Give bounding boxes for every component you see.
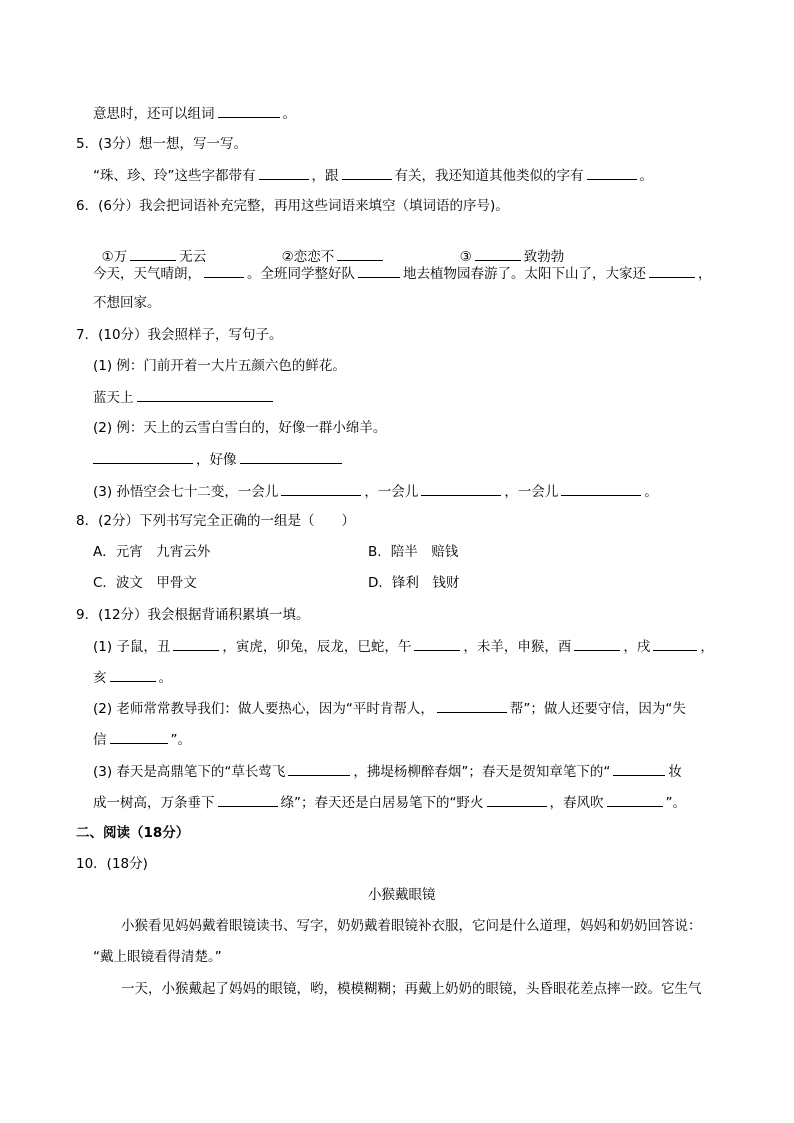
question-5: 5．(3分）想一想，写一写。 [76,136,247,152]
blank[interactable] [110,668,156,682]
option-b[interactable]: B．陪半 赔钱 [368,544,459,560]
option-d[interactable]: D．锋利 钱财 [368,575,460,591]
blank[interactable] [437,699,507,713]
blank[interactable] [218,793,278,807]
text-line: (1) 例：门前开着一大片五颜六色的鲜花。 [93,358,346,374]
blank[interactable] [487,793,547,807]
option-row: ①万 无云 [101,249,207,265]
blank[interactable] [240,450,342,464]
option-row: ②恋恋不 [273,229,386,266]
blank[interactable] [561,482,641,496]
text-line: (3) 春天是高鼎笔下的“草长莺飞 ，拂堤杨柳醉春烟”；春天是贺知章笔下的“ 妆 [93,764,682,780]
blank[interactable] [130,247,176,261]
blank[interactable] [421,482,501,496]
text-line: 蓝天上 [93,388,276,407]
text-line: 今天，天气晴朗， 。全班同学整好队 地去植物园春游了。太阳下山了，大家还 ， [93,266,712,282]
blank[interactable] [358,264,400,278]
blank[interactable] [204,264,244,278]
blank[interactable] [337,247,383,261]
blank[interactable] [475,247,521,261]
question-6: 6．(6分）我会把词语补充完整，再用这些词语来填空（填词语的序号)。 [76,198,509,214]
text-line: (2) 老师常常教导我们：做人要热心，因为“平时肯帮人， 帮”；做人还要守信，因为“失 [93,701,686,717]
blank[interactable] [342,166,392,180]
section-heading: 二、阅读（18分） [76,825,190,841]
text-line: “珠、珍、玲”这些字都带有 ，跟 有关，我还知道其他类似的字有 。 [93,168,653,184]
blank[interactable] [93,450,193,464]
text-line: 信 ”。 [93,732,191,748]
text-line: (1) 子鼠，丑 ，寅虎，卯兔，辰龙，巳蛇，午 ，未羊，申猴，酉 ，戌 ， [93,639,714,655]
blank[interactable] [137,388,273,402]
question-7: 7．(10分）我会照样子，写句子。 [76,327,283,343]
blank[interactable] [288,762,350,776]
text-line: 成一树高，万条垂下 绦”；春天还是白居易笔下的“野火 ，春风吹 ”。 [93,795,686,811]
text-line: (3) 孙悟空会七十二变，一会儿 ，一会儿 ，一会儿 。 [93,484,658,500]
question-10: 10．(18分) [76,856,148,872]
blank[interactable] [613,762,665,776]
blank[interactable] [218,104,280,118]
blank[interactable] [574,637,620,651]
option-c[interactable]: C．波文 甲骨文 [93,575,197,591]
text-line: 不想回家。 [93,295,161,311]
option-a[interactable]: A．元宵 九宵云外 [93,544,211,560]
blank[interactable] [653,637,697,651]
question-9: 9．(12分）我会根据背诵积累填一填。 [76,607,310,623]
blank[interactable] [607,793,663,807]
blank[interactable] [110,730,168,744]
text-line: (2) 例：天上的云雪白雪白的，好像一群小绵羊。 [93,420,387,436]
option-row: ③ 致勃勃 [459,249,565,265]
text-line: 意思时，还可以组词 。 [93,106,296,122]
passage-line: 一天，小猴戴起了妈妈的眼镜，哟，模模糊糊；再戴上奶奶的眼镜，头昏眼花差点摔一跤。它生气 [121,981,702,997]
text-line: 亥 。 [93,670,172,686]
text-line: ，好像 [93,450,345,469]
passage-line: “戴上眼镜看得清楚。” [93,949,222,965]
blank[interactable] [649,264,695,278]
blank[interactable] [173,637,219,651]
passage-line: 小猴看见妈妈戴着眼镜读书、写字，奶奶戴着眼镜补衣服，它问是什么道理，妈妈和奶奶回答说： [121,918,702,934]
blank[interactable] [587,166,637,180]
question-8: 8．(2分）下列书写完全正确的一组是（ ） [76,513,355,529]
passage-title: 小猴戴眼镜 [368,887,436,903]
blank[interactable] [259,166,309,180]
blank[interactable] [414,637,460,651]
blank[interactable] [281,482,361,496]
